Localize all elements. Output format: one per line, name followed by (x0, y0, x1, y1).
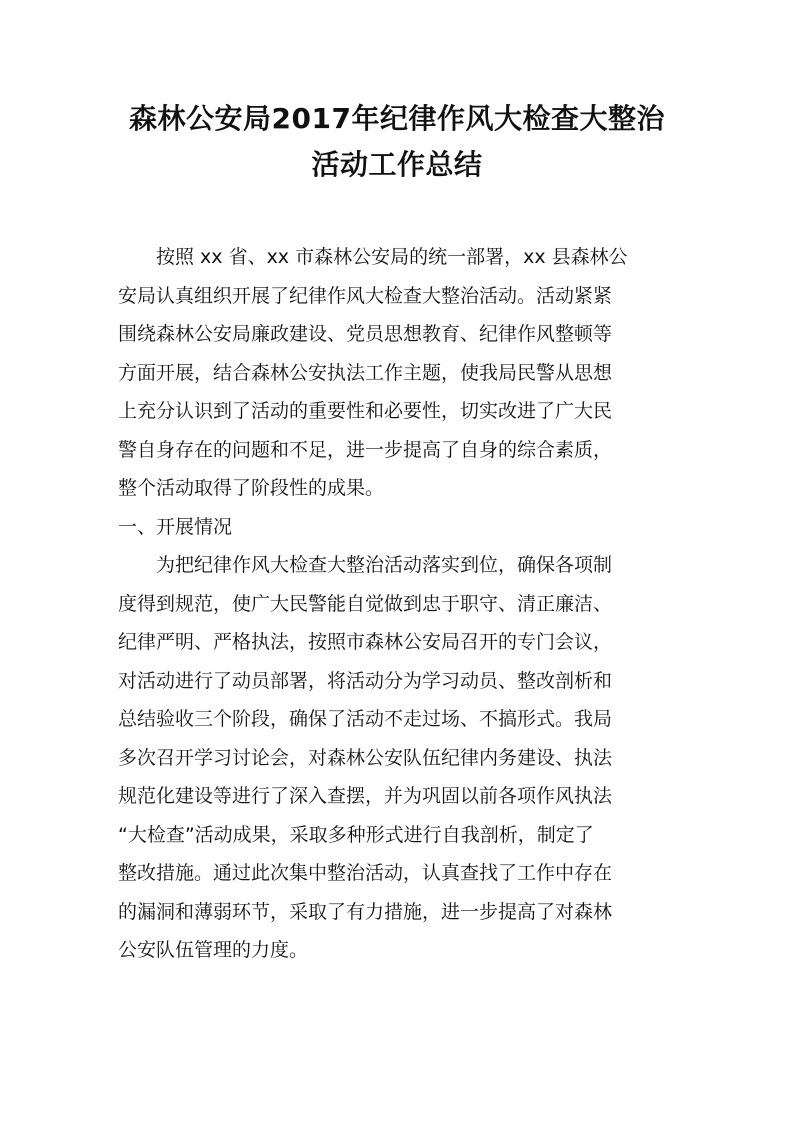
paragraph-2-line: 的漏洞和薄弱环节，采取了有力措施，进一步提高了对森林 (118, 900, 613, 923)
paragraph-1-line: 上充分认识到了活动的重要性和必要性，切实改进了广大民 (118, 400, 613, 422)
paragraph-1-line: 警自身存在的问题和不足，进一步提高了自身的综合素质， (118, 438, 613, 461)
paragraph-1-line: 按照 xx 省、xx 市森林公安局的统一部署，xx 县森林公 (118, 246, 628, 268)
paragraph-2-line: 多次召开学习讨论会，对森林公安队伍纪律内务建设、执法 (118, 746, 613, 769)
section-heading: 一、开展情况 (118, 515, 233, 538)
document-title-line-1: 森林公安局2017年纪律作风大检查大整治 (129, 102, 665, 135)
paragraph-2-line: 对活动进行了动员部署，将活动分为学习动员、整改剖析和 (118, 669, 613, 692)
paragraph-2-line: 整改措施。通过此次集中整治活动，认真查找了工作中存在 (118, 862, 613, 884)
paragraph-2-line: 为把纪律作风大检查大整治活动落实到位，确保各项制 (118, 554, 613, 576)
paragraph-2-line: 度得到规范，使广大民警能自觉做到忠于职守、清正廉洁、 (118, 592, 613, 615)
document-title-line-2: 活动工作总结 (311, 148, 483, 181)
paragraph-2-line: 总结验收三个阶段，确保了活动不走过场、不搞形式。我局 (118, 708, 613, 730)
paragraph-2-line: “大检查”活动成果，采取多种形式进行自我剖析，制定了 (118, 823, 594, 846)
paragraph-1-line: 围绕森林公安局廉政建设、党员思想教育、纪律作风整顿等 (118, 323, 613, 345)
paragraph-2-line: 纪律严明、严格执法，按照市森林公安局召开的专门会议， (118, 631, 613, 653)
paragraph-1-line: 整个活动取得了阶段性的成果。 (118, 477, 385, 499)
paragraph-1-line: 安局认真组织开展了纪律作风大检查大整治活动。活动紧紧 (118, 284, 613, 307)
paragraph-2-line: 规范化建设等进行了深入查摆，并为巩固以前各项作风执法 (118, 785, 613, 807)
paragraph-1-line: 方面开展，结合森林公安执法工作主题，使我局民警从思想 (118, 361, 613, 384)
paragraph-2-line: 公安队伍管理的力度。 (118, 939, 309, 961)
